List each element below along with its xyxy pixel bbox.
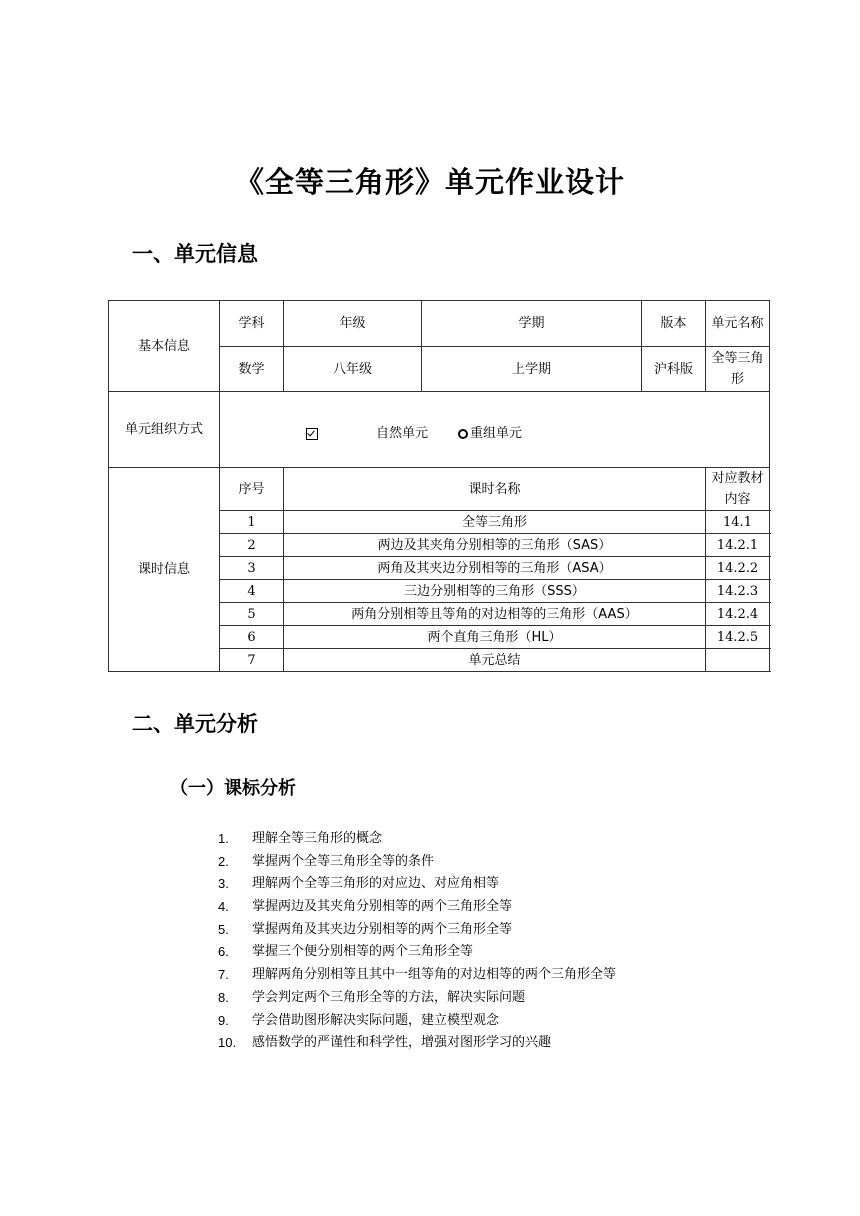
list-item: 10. 感悟数学的严谨性和科学性，增强对图形学习的兴趣 [218,1035,552,1051]
lesson-header-no: 序号 [220,468,284,511]
lesson-header-name: 课时名称 [284,468,706,511]
list-item: 8. 学会判定两个三角形全等的方法，解决实际问题 [218,989,526,1005]
value-subject: 数学 [220,347,284,392]
basic-info-label: 基本信息 [109,301,220,392]
value-term: 上学期 [422,347,642,392]
lesson-content: 14.2.4 [706,603,770,626]
subsection-heading-curriculum-analysis: （一）课标分析 [170,778,296,799]
org-method-options [220,392,770,468]
lesson-name: 两角分别相等且等角的对边相等的三角形（AAS） [284,603,706,626]
radio-icon[interactable] [458,429,468,439]
lesson-name: 三边分别相等的三角形（SSS） [284,580,706,603]
value-grade: 八年级 [284,347,422,392]
lesson-info-label: 课时信息 [109,468,220,672]
list-item: 6. 掌握三个便分别相等的两个三角形全等 [218,944,474,960]
org-option-regroup-unit: 重组单元 [470,426,523,441]
lesson-no: 4 [220,580,284,603]
list-item: 5. 掌握两角及其夹边分别相等的两个三角形全等 [218,921,513,937]
lesson-content: 14.2.5 [706,626,770,649]
checkbox-checked-icon[interactable] [306,428,318,440]
list-item: 4. 掌握两边及其夹角分别相等的两个三角形全等 [218,899,513,915]
header-grade: 年级 [284,301,422,347]
lesson-content: 14.2.1 [706,534,770,557]
lesson-name: 两个直角三角形（HL） [284,626,706,649]
header-edition: 版本 [642,301,706,347]
lesson-no: 2 [220,534,284,557]
unit-info-table [108,300,770,672]
value-edition: 沪科版 [642,347,706,392]
lesson-header-content: 对应教材内容 [706,468,770,511]
header-subject: 学科 [220,301,284,347]
lesson-no: 5 [220,603,284,626]
section-heading-unit-info: 一、单元信息 [132,242,258,266]
lesson-no: 1 [220,511,284,534]
section-heading-unit-analysis: 二、单元分析 [132,712,258,736]
list-item: 1. 理解全等三角形的概念 [218,831,383,846]
lesson-content: 14.1 [706,511,770,534]
value-unit-name: 全等三角形 [706,347,770,392]
lesson-name: 单元总结 [284,649,706,672]
lesson-content: 14.2.2 [706,557,770,580]
list-item: 2. 掌握两个全等三角形全等的条件 [218,853,435,869]
document-title: 《全等三角形》单元作业设计 [234,165,625,199]
org-option-natural-unit: 自然单元 [376,426,429,441]
lesson-name: 全等三角形 [284,511,706,534]
list-item: 7. 理解两角分别相等且其中一组等角的对边相等的两个三角形全等 [218,967,617,983]
header-unit-name: 单元名称 [706,301,770,347]
header-term: 学期 [422,301,642,347]
lesson-content: 14.2.3 [706,580,770,603]
list-item: 3. 理解两个全等三角形的对应边、对应角相等 [218,876,500,892]
curriculum-goals-list [218,828,616,1055]
lesson-name: 两边及其夹角分别相等的三角形（SAS） [284,534,706,557]
lesson-name: 两角及其夹边分别相等的三角形（ASA） [284,557,706,580]
org-method-label: 单元组织方式 [109,392,220,468]
lesson-content [706,649,770,672]
lesson-no: 7 [220,649,284,672]
list-item: 9. 学会借助图形解决实际问题，建立模型观念 [218,1012,500,1028]
lesson-no: 3 [220,557,284,580]
lesson-no: 6 [220,626,284,649]
